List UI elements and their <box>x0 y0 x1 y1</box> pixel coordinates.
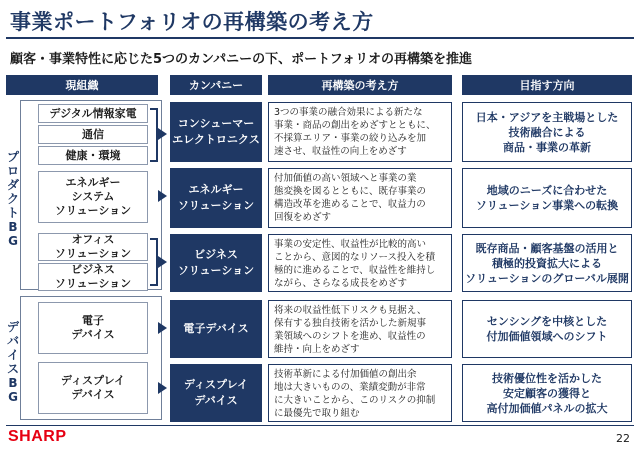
goal-box: 地域のニーズに合わせた ソリューション事業への転換 <box>462 168 632 228</box>
company-box: エネルギー ソリューション <box>170 168 262 228</box>
company-box: ビジネス ソリューション <box>170 234 262 292</box>
bg-label-char: G <box>8 390 18 404</box>
bg-label-char: デ <box>6 320 19 334</box>
arrow-icon <box>158 322 167 334</box>
approach-box: 付加価値の高い領域へと事業の業 態変換を図るとともに、既存事業の 構造改革を進めることで、収益力の 回復をめざす <box>268 168 452 228</box>
org-unit: ディスプレイ デバイス <box>38 362 148 414</box>
bg-label-char: プ <box>6 150 19 164</box>
goal-box: センシングを中核とした 付加価値領域へのシフト <box>462 300 632 358</box>
page-number: 22 <box>616 432 630 445</box>
device-bg-label <box>5 320 21 404</box>
org-unit: 健康・環境 <box>38 146 148 165</box>
approach-box: 将来の収益性低下リスクも見据え、 保有する独自技術を活かした新規事 業領域へのシフトを進め、収益性の 維持・向上をめざす <box>268 300 452 358</box>
bg-label-char: ス <box>6 362 19 376</box>
header-goal: 目指す方向 <box>462 75 632 95</box>
org-unit: 電子 デバイス <box>38 302 148 354</box>
sharp-logo: SHARP <box>8 428 67 445</box>
bg-label-char: ト <box>6 206 19 220</box>
header-approach: 再構築の考え方 <box>268 75 452 95</box>
approach-box: 事業の安定性、収益性が比較的高い ことから、意図的なリソース投入を積 極的に進めることで、収益性を維持し ながら、さらなる成長をめざす <box>268 234 452 292</box>
bg-label-char: ロ <box>6 164 19 178</box>
title-divider <box>6 37 634 39</box>
company-box: 電子デバイス <box>170 300 262 358</box>
company-box: コンシューマー エレクトロニクス <box>170 102 262 162</box>
bg-label-char: ダ <box>6 178 19 192</box>
arrow-icon <box>158 128 167 140</box>
company-box: ディスプレイ デバイス <box>170 364 262 422</box>
page-subtitle: 顧客・事業特性に応じた5つのカンパニーの下、ポートフォリオの再構築を推進 <box>10 52 472 67</box>
bg-label-char: B <box>8 220 18 234</box>
approach-box: 3つの事業の融合効果による新たな 事業・商品の創出をめざすとともに、 不採算エリア・事業の絞り込みを加 速させ、収益性の向上をめざす <box>268 102 452 162</box>
header-org: 現組織 <box>6 75 158 95</box>
arrow-icon <box>158 190 167 202</box>
org-unit: デジタル情報家電 <box>38 104 148 123</box>
bg-label-char: イ <box>6 348 19 362</box>
goal-box: 既存商品・顧客基盤の活用と 積極的投資拡大による ソリューションのグローバル展開 <box>462 234 632 292</box>
goal-box: 技術優位性を活かした 安定顧客の獲得と 高付加価値パネルの拡大 <box>462 364 632 422</box>
org-unit: 通信 <box>38 125 148 144</box>
header-company: カンパニー <box>170 75 262 95</box>
bg-label-char: G <box>8 234 18 248</box>
org-unit: エネルギー システム ソリューション <box>38 171 148 223</box>
arrow-icon <box>158 382 167 394</box>
group-bracket <box>150 238 158 286</box>
org-unit: オフィス ソリューション <box>38 233 148 261</box>
bg-label-char: バ <box>6 334 19 348</box>
goal-box: 日本・アジアを主戦場とした 技術融合による 商品・事業の革新 <box>462 102 632 162</box>
page-title: 事業ポートフォリオの再構築の考え方 <box>10 10 374 34</box>
group-bracket <box>150 108 158 162</box>
org-unit: ビジネス ソリューション <box>38 263 148 291</box>
product-bg-label <box>5 150 21 248</box>
bg-label-char: ク <box>6 192 19 206</box>
arrow-icon <box>158 256 167 268</box>
bg-label-char: B <box>8 376 18 390</box>
footer-divider <box>6 425 634 426</box>
approach-box: 技術革新による付加価値の創出余 地は大きいものの、業績変動が非常 に大きいことから、このリスクの抑制 に最優先で取り組む <box>268 364 452 422</box>
